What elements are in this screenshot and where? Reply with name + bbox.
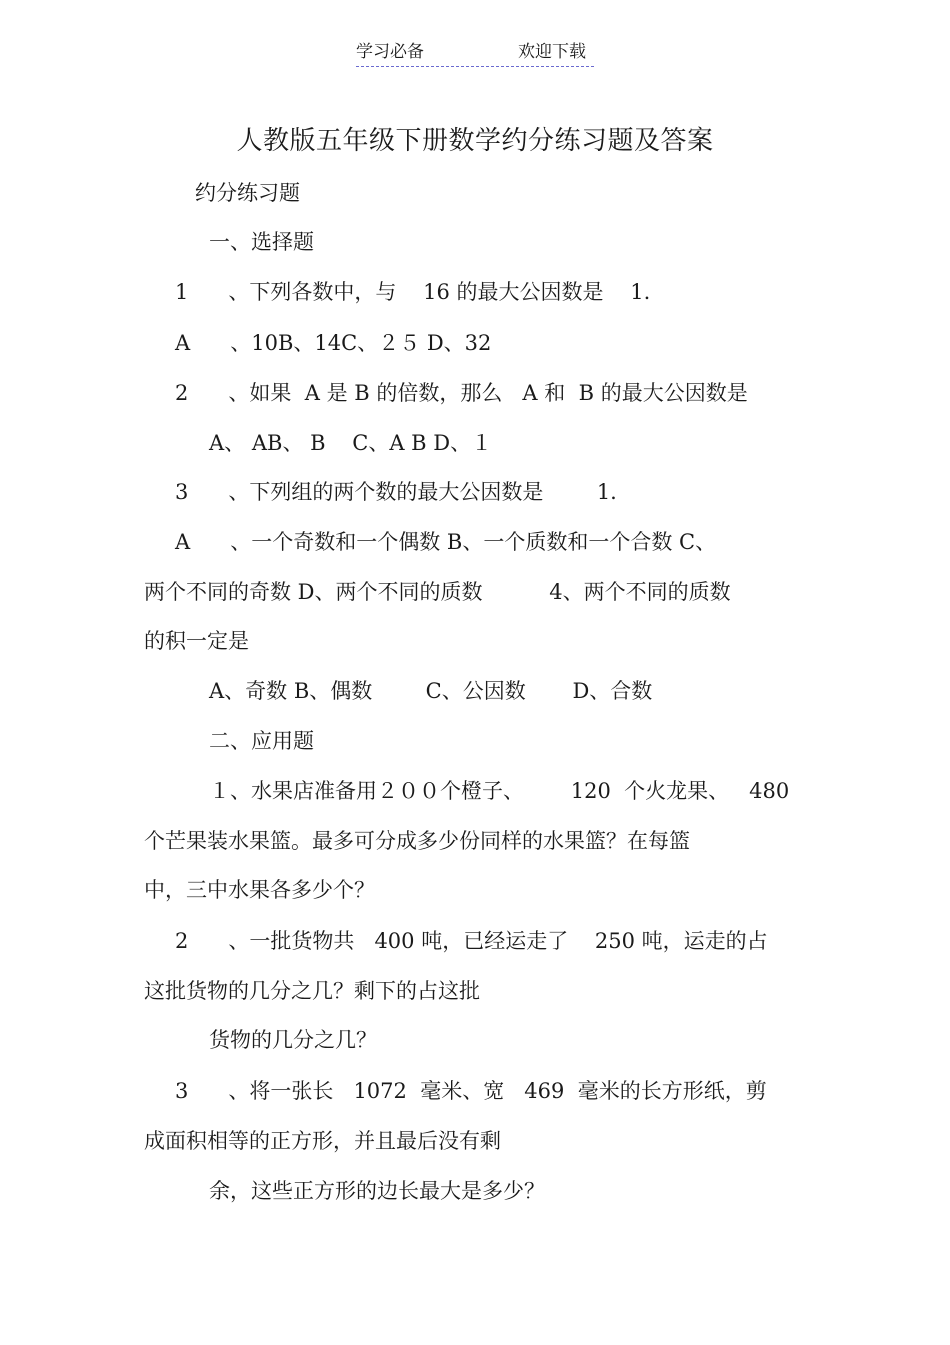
problem-line: 2 、一批货物共 400 吨，已经运走了 250 吨，运走的占 xyxy=(175,929,768,953)
problem-line: 这批货物的几分之几？剩下的占这批 xyxy=(144,979,480,1003)
section-heading-choice: 一、选择题 xyxy=(209,230,314,254)
problem-line: 余，这些正方形的边长最大是多少？ xyxy=(209,1179,545,1203)
question-line: 3 、下列组的两个数的最大公因数是 1. xyxy=(175,480,617,504)
header-right-text: 欢迎下载 xyxy=(518,42,586,62)
question-line: 的积一定是 xyxy=(144,629,249,653)
section-subtitle: 约分练习题 xyxy=(195,181,300,205)
problem-line: 中，三中水果各多少个？ xyxy=(144,878,375,902)
section-heading-application: 二、应用题 xyxy=(209,729,314,753)
option-line: A、 AB、 B C、A B D、１ xyxy=(209,431,493,455)
option-line: 两个不同的奇数 D、两个不同的质数 4、两个不同的质数 xyxy=(144,580,731,604)
page-header xyxy=(356,40,594,67)
problem-line: 3 、将一张长 1072 毫米、宽 469 毫米的长方形纸，剪 xyxy=(175,1079,767,1103)
problem-line: 个芒果装水果篮。最多可分成多少份同样的水果篮？在每篮 xyxy=(144,829,690,853)
document-title: 人教版五年级下册数学约分练习题及答案 xyxy=(236,126,714,156)
problem-line: 货物的几分之几？ xyxy=(209,1028,377,1052)
question-line: 2 、如果 A 是 B 的倍数，那么 A 和 B 的最大公因数是 xyxy=(175,381,748,405)
header-left-text: 学习必备 xyxy=(356,42,424,62)
problem-line: 成面积相等的正方形，并且最后没有剩 xyxy=(144,1129,501,1153)
option-line: A 、10B、14C、２５ D、32 xyxy=(175,331,492,355)
option-line: A 、一个奇数和一个偶数 B、一个质数和一个合数 C、 xyxy=(175,530,717,554)
question-line: 1 、下列各数中，与 16 的最大公因数是 1. xyxy=(175,280,651,304)
problem-line: １、水果店准备用２００个橙子、 120 个火龙果、 480 xyxy=(209,779,790,803)
option-line: A、奇数 B、偶数 C、公因数 D、合数 xyxy=(209,679,653,703)
